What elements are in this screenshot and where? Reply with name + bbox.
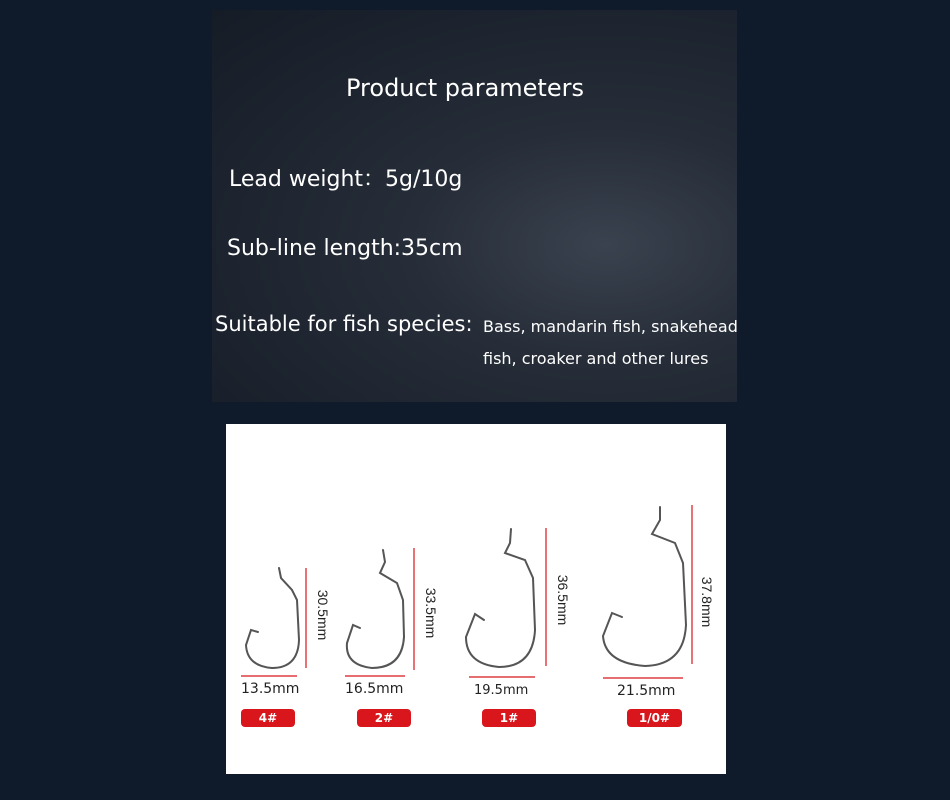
hook-1-height-label: 36.5mm [555,574,571,626]
hook-4-height-label: 30.5mm [315,589,331,641]
hook-2-icon [347,550,404,668]
hook-1-icon [466,529,535,667]
hook-1-0-width-label: 21.5mm [617,683,676,699]
size-badge-4: 4# [241,709,295,727]
page-title: Product parameters [346,74,584,102]
hook-4-icon [246,568,299,668]
species-line-1: Bass, mandarin fish, snakehead [483,317,738,336]
sub-line-length-text: Sub-line length:35cm [227,236,463,261]
hook-2-height-label: 33.5mm [423,587,439,639]
lead-weight-text: Lead weight：5g/10g [229,167,463,192]
size-badge-2: 2# [357,709,411,727]
size-badge-1: 1# [482,709,536,727]
suitable-label: Suitable for fish species: [215,312,473,336]
species-line-2: fish, croaker and other lures [483,349,709,368]
size-badge-1-0: 1/0# [627,709,682,727]
hook-1-0-height-label: 37.8mm [699,576,715,628]
hook-4-width-label: 13.5mm [241,681,300,697]
hook-1-width-label: 19.5mm [474,683,529,698]
hook-2-width-label: 16.5mm [345,681,404,697]
hook-1-0-icon [603,507,686,666]
